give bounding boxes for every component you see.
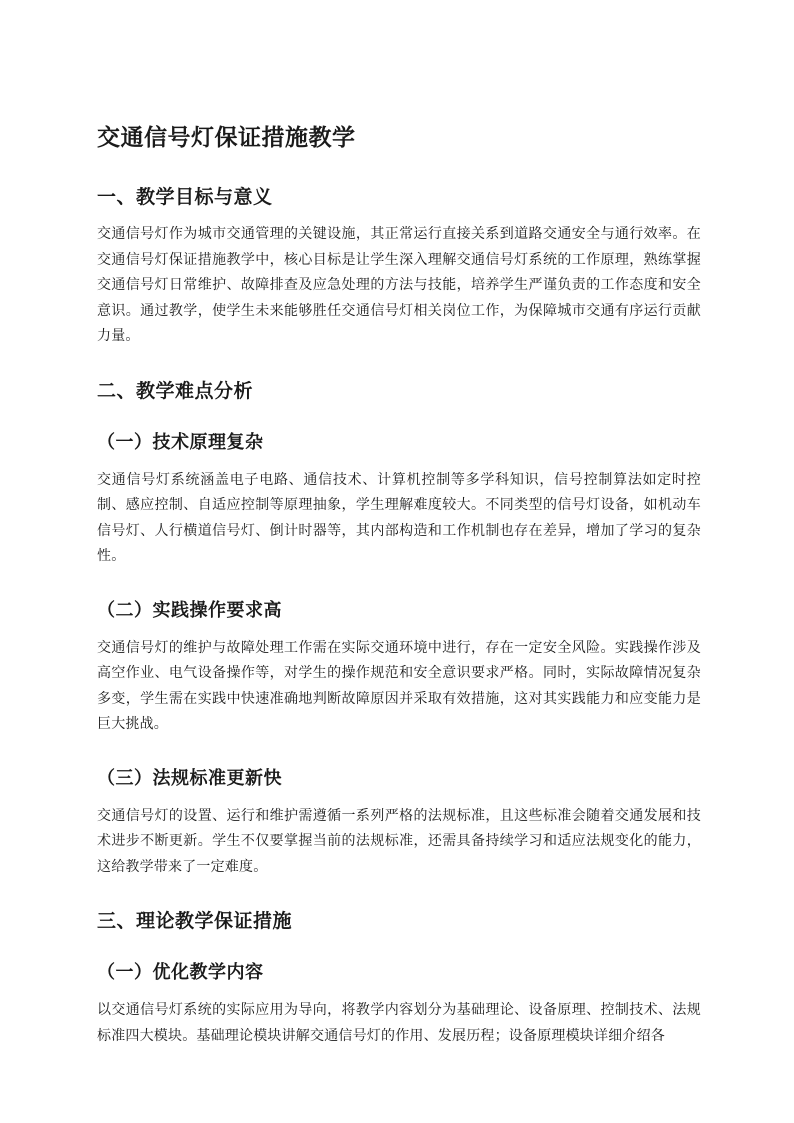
subsection-paragraph: 以交通信号灯系统的实际应用为导向，将教学内容划分为基础理论、设备原理、控制技术、法规标准四大模块。基础理论模块讲解交通信号灯的作用、发展历程；设备原理模块详细介绍各 xyxy=(97,1002,701,1044)
subsection-paragraph: 交通信号灯的维护与故障处理工作需在实际交通环境中进行，存在一定安全风险。实践操作涉及高空作业、电气设备操作等，对学生的操作规范和安全意识要求严格。同时，实际故障情况复杂多变，学生需在实践中快速准确地判断故障原因并采取有效措施，这对其实践能力和应变能力是巨大挑战。 xyxy=(97,639,701,732)
subsection-heading: （一）优化教学内容 xyxy=(97,962,264,983)
section-heading: 三、理论教学保证措施 xyxy=(97,910,293,932)
section-paragraph: 交通信号灯作为城市交通管理的关键设施，其正常运行直接关系到道路交通安全与通行效率。在交通信号灯保证措施教学中，核心目标是让学生深入理解交通信号灯系统的工作原理，熟练掌握交通信号灯日常维护、故障排查及应急处理的方法与技能，培养学生严谨负责的工作态度和安全意识。通过教学，使学生未来能够胜任交通信号灯相关岗位工作，为保障城市交通有序运行贡献力量。 xyxy=(97,226,701,344)
section-2 xyxy=(97,376,701,881)
subsection-paragraph: 交通信号灯系统涵盖电子电路、通信技术、计算机控制等多学科知识，信号控制算法如定时控制、感应控制、自适应控制等原理抽象，学生理解难度较大。不同类型的信号灯设备，如机动车信号灯、人行横道信号灯、倒计时器等，其内部构造和工作机制也存在差异，增加了学习的复杂性。 xyxy=(97,471,701,564)
subsection-2-1 xyxy=(97,428,701,570)
document-page xyxy=(97,118,701,1075)
subsection-3-1 xyxy=(97,958,701,1049)
section-3 xyxy=(97,906,701,1049)
subsection-heading: （三）法规标准更新快 xyxy=(97,767,282,789)
section-heading: 一、教学目标与意义 xyxy=(97,186,273,208)
section-heading: 二、教学难点分析 xyxy=(97,379,254,402)
subsection-heading: （一）技术原理复杂 xyxy=(97,431,264,453)
document-title: 交通信号灯保证措施教学 xyxy=(97,125,356,151)
subsection-2-3 xyxy=(97,764,701,881)
subsection-2-2 xyxy=(97,596,701,738)
subsection-heading: （二）实践操作要求高 xyxy=(97,599,282,621)
subsection-paragraph: 交通信号灯的设置、运行和维护需遵循一系列严格的法规标准，且这些标准会随着交通发展和技术进步不断更新。学生不仅要掌握当前的法规标准，还需具备持续学习和适应法规变化的能力，这给教学带来了一定难度。 xyxy=(97,807,701,875)
section-1 xyxy=(97,182,701,350)
